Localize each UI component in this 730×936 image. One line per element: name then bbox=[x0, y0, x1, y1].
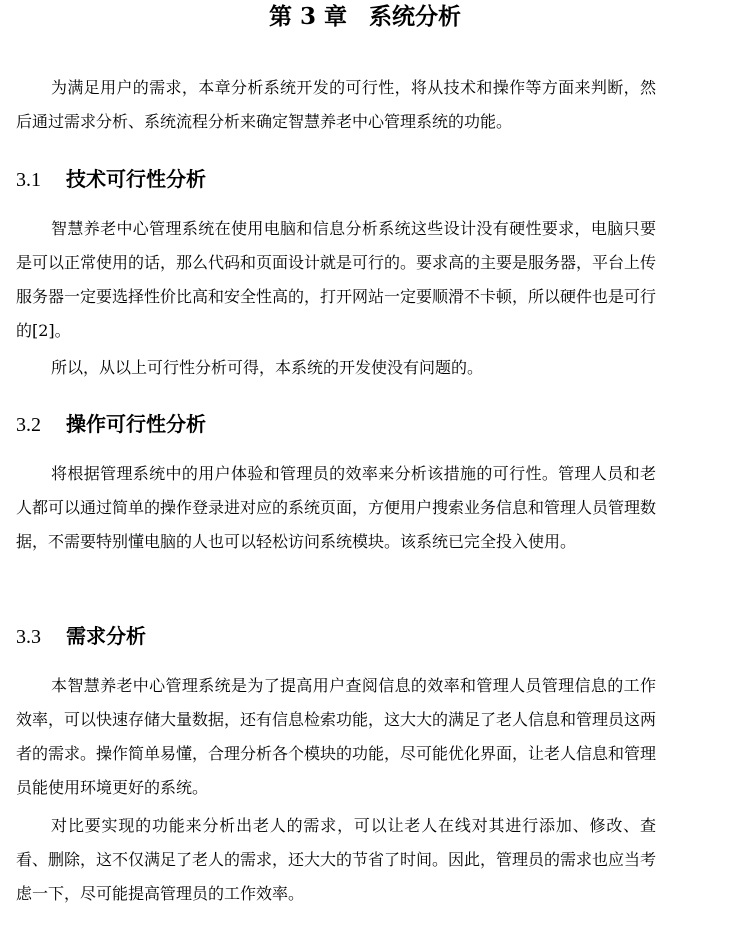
intro-paragraph: 为满足用户的需求，本章分析系统开发的可行性，将从技术和操作等方面来判断，然后通过需求分析、系统流程分析来确定智慧养老中心管理系统的功能。 bbox=[16, 78, 656, 131]
section-3-3-paragraph-2: 对比要实现的功能来分析出老人的需求，可以让老人在线对其进行添加、修改、查看、删除，这不仅满足了老人的需求，还大大的节省了时间。因此，管理员的需求也应当考虑一下，尽可能提高管理员的工作效率。 bbox=[16, 816, 657, 903]
section-heading-3-2 bbox=[16, 411, 206, 438]
chapter-name: 系统分析 bbox=[369, 3, 462, 30]
section-heading-3-1 bbox=[16, 166, 206, 193]
section-title: 技术可行性分析 bbox=[66, 167, 206, 191]
section-number: 3.1 bbox=[16, 169, 41, 191]
chapter-title bbox=[0, 2, 730, 32]
section-3-2-paragraph-1: 将根据管理系统中的用户体验和管理员的效率来分析该措施的可行性。管理人员和老人都可以通过简单的操作登录进对应的系统页面，方便用户搜索业务信息和管理人员管理数据，不需要特别懂电脑的人也可以轻松访问系统模块。该系统已完全投入使用。 bbox=[16, 464, 657, 551]
section-number: 3.3 bbox=[16, 626, 41, 648]
section-number: 3.2 bbox=[16, 414, 41, 436]
section-title: 操作可行性分析 bbox=[66, 412, 206, 436]
chapter-number: 第 3 章 bbox=[268, 3, 348, 30]
section-title: 需求分析 bbox=[66, 624, 146, 648]
section-heading-3-3 bbox=[16, 623, 146, 650]
section-3-1-paragraph-1: 智慧养老中心管理系统在使用电脑和信息分析系统这些设计没有硬性要求，电脑只要是可以正常使用的话，那么代码和页面设计就是可行的。要求高的主要是服务器，平台上传服务器一定要选择性价比高和安全性高的，打开网站一定要顺滑不卡顿，所以硬件也是可行的[2]。 bbox=[16, 219, 657, 340]
section-3-1-paragraph-2: 所以，从以上可行性分析可得，本系统的开发使没有问题的。 bbox=[51, 358, 484, 377]
section-3-3-paragraph-1: 本智慧养老中心管理系统是为了提高用户查阅信息的效率和管理人员管理信息的工作效率，可以快速存储大量数据，还有信息检索功能，这大大的满足了老人信息和管理员这两者的需求。操作简单易懂，合理分析各个模块的功能，尽可能优化界面，让老人信息和管理员能使用环境更好的系统。 bbox=[16, 676, 657, 797]
